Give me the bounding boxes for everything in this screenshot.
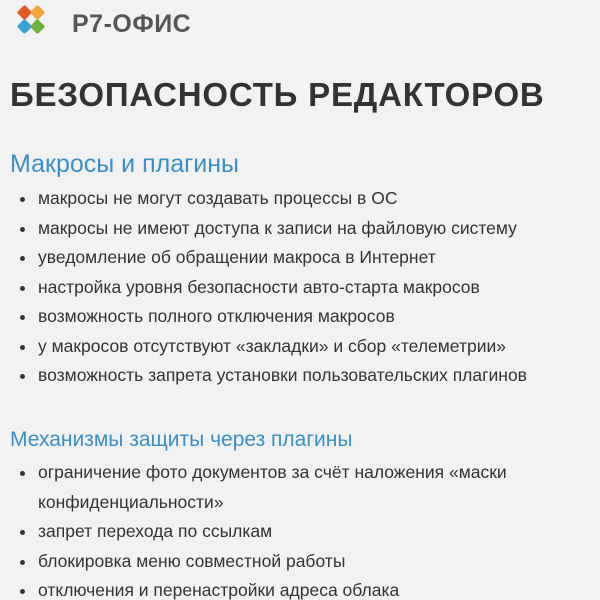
bullet-dot bbox=[20, 315, 25, 320]
list-item-text: блокировка меню совместной работы bbox=[38, 550, 346, 571]
list-item bbox=[10, 273, 590, 303]
list-item bbox=[10, 332, 590, 362]
bullet-dot bbox=[20, 471, 25, 476]
slide-title: БЕЗОПАСНОСТЬ РЕДАКТОРОВ bbox=[10, 76, 545, 113]
plugins-bullet-list bbox=[10, 458, 590, 600]
list-item-text: макросы не имеют доступа к записи на файловую систему bbox=[38, 217, 517, 238]
list-item-text: отключения и перенастройки адреса облака bbox=[38, 580, 400, 600]
list-item bbox=[10, 576, 590, 600]
list-item bbox=[10, 458, 590, 517]
list-item bbox=[10, 243, 590, 273]
list-item-text: возможность полного отключения макросов bbox=[38, 306, 395, 326]
bullet-dot bbox=[20, 374, 25, 379]
list-item-text: у макросов отсутствуют «закладки» и сбор «телеметрии» bbox=[38, 335, 506, 356]
list-item bbox=[10, 184, 590, 214]
brand-name: Р7-ОФИС bbox=[72, 9, 192, 38]
bullet-dot bbox=[20, 227, 25, 232]
list-item bbox=[10, 214, 590, 244]
list-item-text: уведомление об обращении макроса в Интернет bbox=[38, 247, 436, 267]
list-item-text: ограничение фото документов за счёт наложения «маски конфиденциальности» bbox=[38, 462, 507, 512]
list-item-text: макросы не могут создавать процессы в ОС bbox=[38, 188, 398, 208]
r7-logo-icon bbox=[12, 4, 60, 44]
list-item bbox=[10, 302, 590, 332]
list-item-text: запрет перехода по ссылкам bbox=[38, 521, 273, 541]
bullet-dot bbox=[20, 345, 25, 350]
list-item bbox=[10, 517, 590, 547]
list-item-text: настройка уровня безопасности авто-старта макросов bbox=[38, 276, 480, 297]
list-item bbox=[10, 361, 590, 391]
section-heading-macros: Макросы и плагины bbox=[10, 150, 239, 178]
list-item-text: возможность запрета установки пользовательских плагинов bbox=[38, 365, 527, 385]
brand-logo bbox=[12, 4, 191, 44]
bullet-dot bbox=[20, 286, 25, 291]
bullet-dot bbox=[20, 589, 25, 594]
macros-bullet-list bbox=[10, 184, 590, 391]
bullet-dot bbox=[20, 560, 25, 565]
bullet-dot bbox=[20, 256, 25, 261]
bullet-dot bbox=[20, 197, 25, 202]
section-heading-plugins: Механизмы защиты через плагины bbox=[10, 428, 353, 451]
bullet-dot bbox=[20, 530, 25, 535]
list-item bbox=[10, 547, 590, 577]
